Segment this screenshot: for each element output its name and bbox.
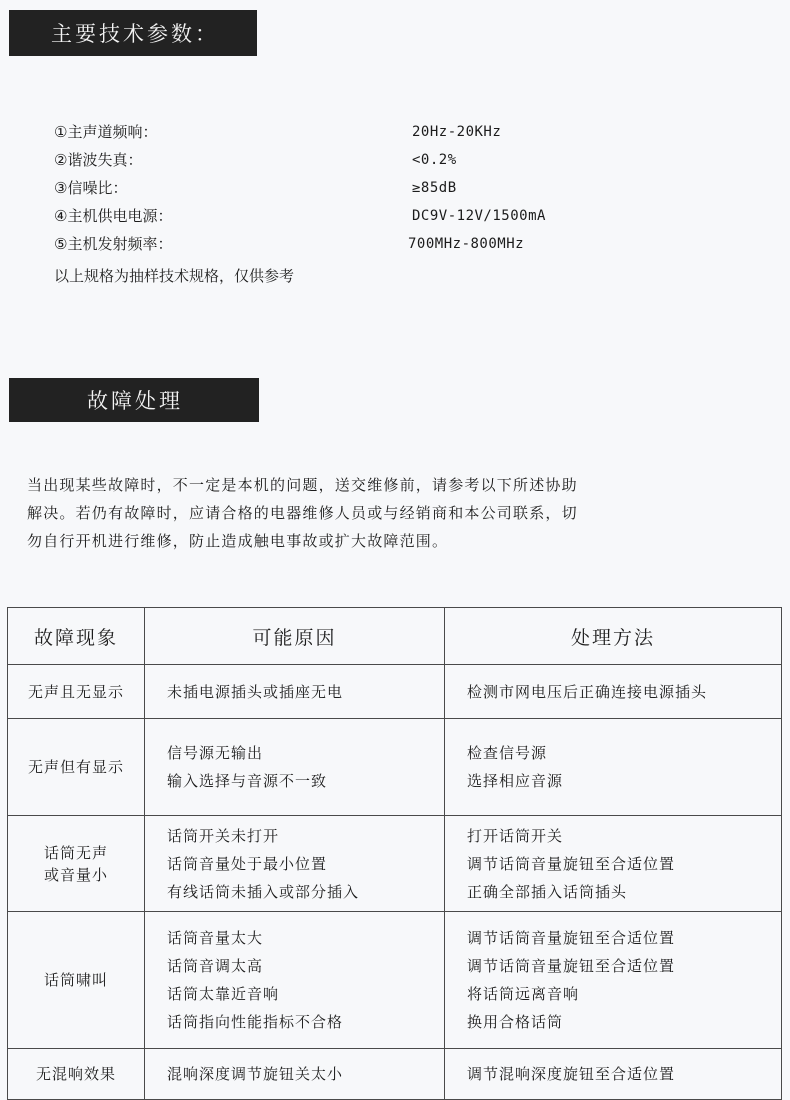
fix-text: 调节话筒音量旋钮至合适位置 <box>467 854 676 873</box>
fix-text: 检测市网电压后正确连接电源插头 <box>467 682 708 701</box>
cause-text: 输入选择与音源不一致 <box>167 772 328 790</box>
symptom-text: 话筒无声 <box>43 843 108 862</box>
fix-text: 打开话筒开关 <box>467 826 564 845</box>
specs-heading <box>9 10 257 56</box>
fix-text: 将话筒远离音响 <box>467 985 580 1003</box>
spec-row <box>54 146 654 174</box>
intro-line: 解决。若仍有故障时，应请合格的电器维修人员或与经销商和本公司联系，切 <box>27 504 578 522</box>
symptom-cell <box>8 912 145 1049</box>
column-header-fix: 处理方法 <box>445 608 782 665</box>
fix-text: 调节话筒音量旋钮至合适位置 <box>467 957 676 975</box>
cause-cell <box>145 665 445 719</box>
table-row <box>8 912 782 1049</box>
spec-label: ①主声道频响： <box>54 123 158 141</box>
column-header-symptom: 故障现象 <box>8 608 145 665</box>
symptom-text: 或音量小 <box>43 865 108 884</box>
fix-text: 调节混响深度旋钮至合适位置 <box>467 1065 676 1083</box>
spec-label: ④主机供电电源： <box>54 207 173 225</box>
spec-note: 以上规格为抽样技术规格，仅供参考 <box>54 267 295 285</box>
spec-value: 20Hz-20KHz <box>412 124 502 140</box>
table-row <box>8 719 782 816</box>
fix-text: 选择相应音源 <box>467 772 564 790</box>
symptom-cell <box>8 1049 145 1100</box>
spec-value: DC9V-12V/1500mA <box>412 208 546 224</box>
cause-cell <box>145 816 445 912</box>
intro-line: 当出现某些故障时，不一定是本机的问题，送交维修前，请参考以下所述协助 <box>27 476 578 494</box>
symptom-cell <box>8 816 145 912</box>
fix-cell <box>445 912 782 1049</box>
symptom-text: 无混响效果 <box>35 1065 116 1083</box>
symptom-text: 话筒啸叫 <box>43 971 108 989</box>
cause-text: 话筒太靠近音响 <box>167 985 280 1003</box>
spec-label: ②谐波失真： <box>54 151 143 169</box>
spec-list <box>54 118 654 258</box>
troubleshooting-heading <box>9 378 259 422</box>
table-row <box>8 665 782 719</box>
fix-text: 正确全部插入话筒插头 <box>467 882 628 901</box>
cause-text: 话筒指向性能指标不合格 <box>167 1013 344 1031</box>
table-row <box>8 816 782 912</box>
symptom-cell <box>8 719 145 816</box>
troubleshooting-intro <box>27 471 707 555</box>
cause-cell <box>145 1049 445 1100</box>
cause-text: 话筒音量太大 <box>167 929 264 947</box>
fix-text: 换用合格话筒 <box>467 1013 564 1031</box>
fix-text: 检查信号源 <box>467 744 548 762</box>
spec-value: <0.2% <box>412 152 457 168</box>
fix-text: 调节话筒音量旋钮至合适位置 <box>467 929 676 947</box>
fix-cell <box>445 816 782 912</box>
spec-label: ⑤主机发射频率： <box>54 235 173 253</box>
cause-cell <box>145 912 445 1049</box>
cause-text: 话筒开关未打开 <box>167 826 280 845</box>
spec-row <box>54 202 654 230</box>
cause-cell <box>145 719 445 816</box>
spec-label: ③信噪比： <box>54 179 128 197</box>
cause-text: 未插电源插头或插座无电 <box>167 682 344 701</box>
cause-text: 话筒音调太高 <box>167 957 264 975</box>
fix-cell <box>445 1049 782 1100</box>
column-header-cause: 可能原因 <box>145 608 445 665</box>
spec-row <box>54 174 654 202</box>
table-header-row <box>8 608 782 665</box>
intro-line: 勿自行开机进行维修，防止造成触电事故或扩大故障范围。 <box>27 532 449 550</box>
spec-row <box>54 118 654 146</box>
symptom-cell <box>8 665 145 719</box>
symptom-text: 无声但有显示 <box>27 758 124 776</box>
specs-heading-text: 主要技术参数： <box>51 22 219 46</box>
spec-value: ≥85dB <box>412 180 457 196</box>
spec-row <box>54 230 654 258</box>
cause-text: 混响深度调节旋钮关太小 <box>167 1065 344 1083</box>
troubleshooting-heading-text: 故障处理 <box>87 389 183 413</box>
spec-value: 700MHz-800MHz <box>408 236 525 252</box>
troubleshooting-table <box>7 607 782 1100</box>
cause-text: 话筒音量处于最小位置 <box>167 854 328 873</box>
fix-cell <box>445 719 782 816</box>
table-row <box>8 1049 782 1100</box>
cause-text: 信号源无输出 <box>167 744 264 762</box>
cause-text: 有线话筒未插入或部分插入 <box>167 882 360 901</box>
symptom-text: 无声且无显示 <box>27 682 124 701</box>
fix-cell <box>445 665 782 719</box>
